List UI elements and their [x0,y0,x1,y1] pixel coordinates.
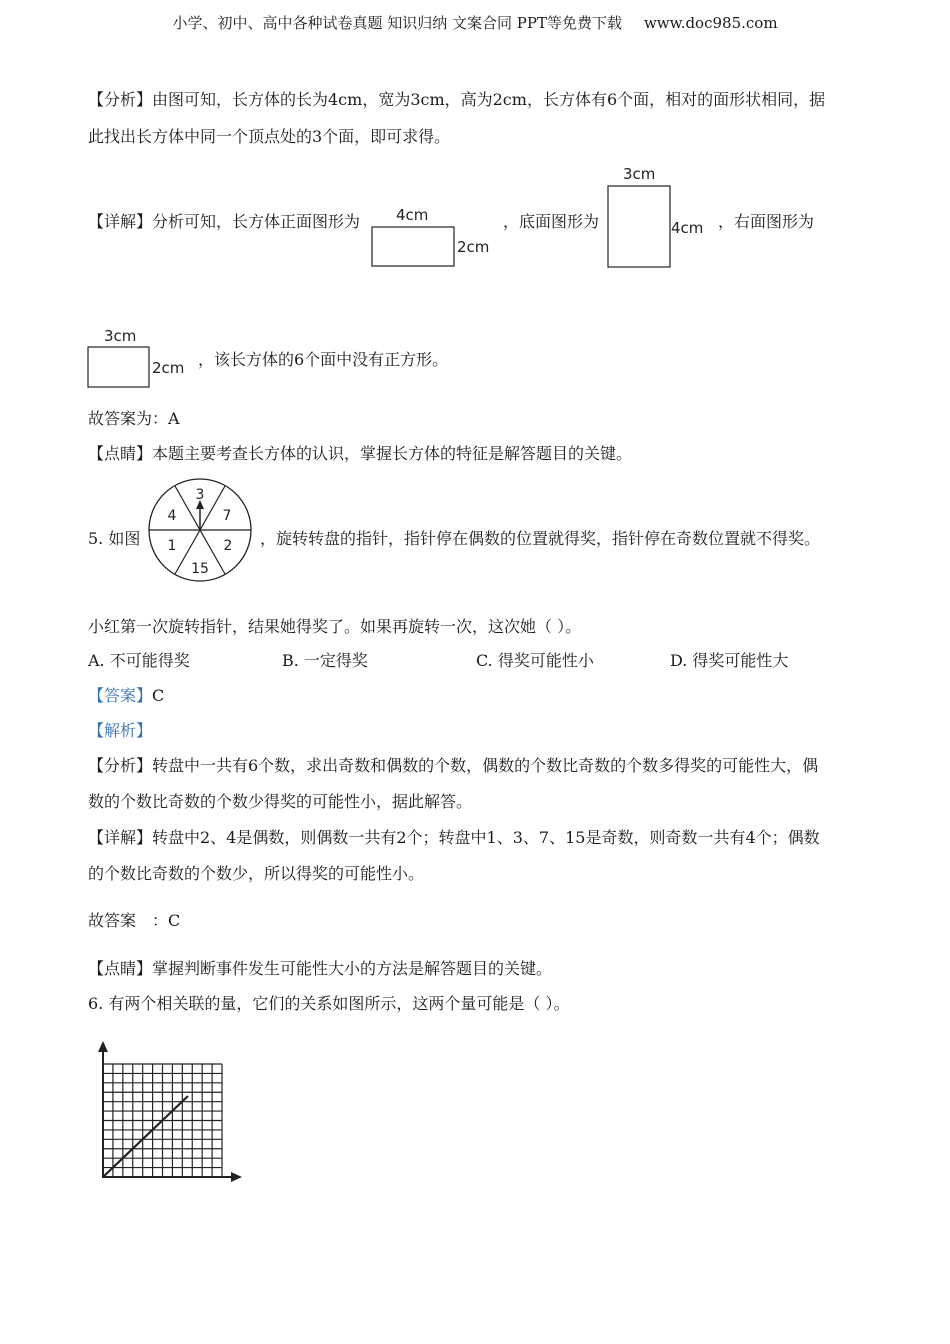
bottom-side-label: 4cm [671,219,704,237]
q5-option-d: D. 得奖可能性大 [670,651,789,670]
q4-detail-a: 【详解】分析可知，长方体正面图形为 [88,212,361,231]
q5-option-b: B. 一定得奖 [282,651,368,670]
header-site: www.doc985.com [643,14,778,32]
q4-detail-c: ，右面图形为 [718,212,815,231]
right-face-figure [84,322,194,392]
q5-detail-line1: 【详解】转盘中2、4是偶数，则偶数一共有2个；转盘中1、3、7、15是奇数，则奇数一共有4个；偶数 [88,828,820,847]
q4-analysis-line2: 此找出长方体中同一个顶点处的3个面，即可求得。 [88,127,451,146]
q4-answer: 故答案为：A [88,409,180,428]
front-face-figure [368,200,496,272]
q5-option-c: C. 得奖可能性小 [476,651,594,670]
front-side-label: 2cm [457,238,490,256]
q5-question: 小红第一次旋转指针，结果她得奖了。如果再旋转一次，这次她（ ）。 [88,617,582,636]
q5-answer [88,686,164,706]
page-header [0,12,950,33]
q4-detail-b: ，底面图形为 [503,212,600,231]
q5-analysis-line1: 【分析】转盘中一共有6个数，求出奇数和偶数的个数，偶数的个数比奇数的个数多得奖的可能性大，偶 [88,756,819,775]
spinner-number: 2 [223,538,233,554]
final-a: 故答案 [88,911,137,930]
right-top-label: 3cm [104,327,137,345]
q6-grid-graph [94,1038,246,1186]
spinner-number: 15 [191,561,209,577]
spinner-number: 7 [222,508,232,524]
q5-final-answer [88,911,180,931]
q5-detail-line2: 的个数比奇数的个数少，所以得奖的可能性小。 [88,864,425,883]
q6-stem: 6. 有两个相关联的量，它们的关系如图所示，这两个量可能是（ ）。 [88,994,570,1013]
right-side-label: 2cm [152,359,185,377]
q4-detail-d: ，该长方体的6个面中没有正方形。 [198,350,449,369]
q5-analysis-line2: 数的个数比奇数的个数少得奖的可能性小，据此解答。 [88,792,473,811]
spinner-number: 1 [167,538,177,554]
q5-point: 【点睛】掌握判断事件发生可能性大小的方法是解答题目的关键。 [88,959,553,978]
spinner-number: 3 [195,487,205,503]
q5-explain-label: 【解析】 [88,721,153,740]
answer-label: 【答案】 [88,686,153,705]
spinner-number: 4 [167,508,177,524]
q4-point: 【点睛】本题主要考查长方体的认识，掌握长方体的特征是解答题目的关键。 [88,444,633,463]
spinner-figure [144,476,256,584]
q5-stem-b: ，旋转转盘的指针，指针停在偶数的位置就得奖，指针停在奇数位置就不得奖。 [260,529,821,548]
front-top-label: 4cm [396,206,429,224]
header-text: 小学、初中、高中各种试卷真题 知识归纳 文案合同 PPT等免费下载 [172,14,622,32]
final-b: ：C [152,911,181,930]
bottom-face-figure [604,160,714,272]
bottom-top-label: 3cm [623,165,656,183]
q4-analysis-line1: 【分析】由图可知，长方体的长为4cm，宽为3cm，高为2cm，长方体有6个面，相对的面形状相同，据 [88,90,826,109]
q5-stem-a: 5. 如图 [88,529,141,548]
q5-option-a: A. 不可能得奖 [88,651,190,670]
answer-value: C [152,686,165,705]
